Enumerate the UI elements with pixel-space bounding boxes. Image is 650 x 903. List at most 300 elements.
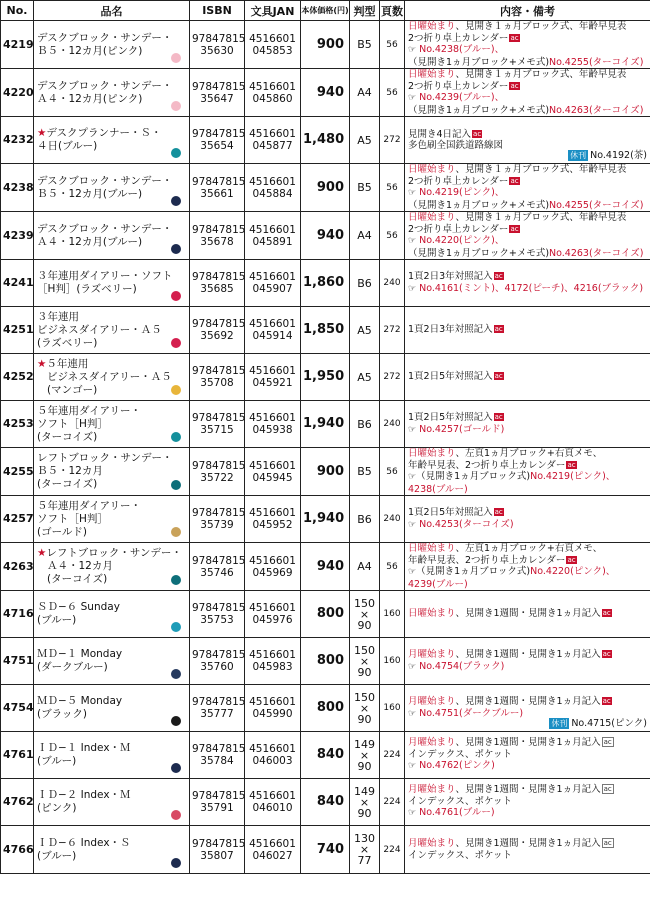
- isbn-cell: [190, 638, 245, 685]
- notes-cell: [405, 401, 650, 448]
- discontinued-badge: 休刊: [570, 150, 587, 160]
- product-no: 4761: [1, 732, 34, 779]
- product-name: [34, 164, 190, 212]
- note-text: （見開き1ヵ月ブロック+メモ式): [408, 199, 550, 211]
- size-part: ×: [359, 795, 370, 809]
- product-name: [34, 638, 190, 685]
- size-cell: [350, 496, 380, 543]
- note-text: 日曜始まり: [408, 21, 456, 32]
- isbn-part: 97847815: [192, 602, 246, 614]
- product-name: [34, 212, 190, 260]
- table-row: [1, 779, 650, 826]
- eco-mark-icon: ac: [510, 81, 519, 90]
- size-part: 90: [357, 618, 372, 632]
- note-text: インデックス、ポケット: [408, 795, 513, 807]
- jan-part: 4516601: [249, 175, 296, 188]
- eco-mark-icon: ac: [603, 839, 612, 847]
- product-name: [34, 543, 190, 591]
- product-name-line: (ピンク): [37, 802, 77, 814]
- size-cell: [350, 401, 380, 448]
- product-no: 4716: [1, 591, 34, 638]
- price-cell: 740: [301, 826, 350, 874]
- note-text: 、見開き１ヵ月ブロック式、年齢早見表: [455, 164, 627, 175]
- jan-part: 4516601: [249, 790, 296, 802]
- isbn-part: 97847815: [192, 128, 246, 140]
- product-name-line: ５年連用: [46, 357, 89, 370]
- jan-part: 4516601: [249, 318, 296, 330]
- size-cell: [350, 164, 380, 212]
- product-no: 4255: [1, 448, 34, 496]
- pages-cell: 272: [380, 307, 405, 354]
- product-name: [34, 117, 190, 164]
- eco-mark-icon: ac: [602, 609, 611, 618]
- jan-cell: [245, 307, 301, 354]
- table-row: [1, 354, 650, 401]
- size-part: 150: [354, 596, 375, 610]
- product-name-line: デスクブロック・サンデー・: [37, 174, 173, 187]
- pages-cell: 240: [380, 260, 405, 307]
- jan-part: 4516601: [249, 696, 296, 708]
- isbn-cell: [190, 69, 245, 117]
- note-text: 、見開き1週間・見開き1ヵ月記入: [455, 784, 601, 796]
- note-text: 、見開き１ヵ月ブロック式、年齢早見表: [455, 212, 627, 223]
- product-name-line: デスクブロック・サンデー・: [37, 79, 173, 92]
- note-text: 日曜始まり: [408, 212, 456, 223]
- pages-cell: 160: [380, 638, 405, 685]
- price-cell: 900: [301, 164, 350, 212]
- pages-cell: 56: [380, 21, 405, 69]
- eco-mark-icon: ac: [603, 738, 612, 747]
- jan-part: 4516601: [249, 837, 296, 850]
- product-no: 4241: [1, 260, 34, 307]
- product-no: 4220: [1, 69, 34, 117]
- note-text: No.4762(ピンク): [416, 760, 495, 772]
- jan-part: 045990: [252, 708, 293, 720]
- jan-part: 046027: [252, 849, 293, 862]
- isbn-part: 35791: [200, 802, 234, 814]
- header-isbn: ISBN: [190, 1, 245, 21]
- product-no: 4239: [1, 212, 34, 260]
- pages-cell: 224: [380, 779, 405, 826]
- size-cell: [350, 307, 380, 354]
- notes-cell: [405, 164, 650, 212]
- pages-cell: 56: [380, 448, 405, 496]
- table-row: [1, 117, 650, 164]
- color-dot-icon: [171, 338, 181, 348]
- product-no: 4751: [1, 638, 34, 685]
- product-no: 4232: [1, 117, 34, 164]
- table-row: [1, 69, 650, 117]
- color-dot-icon: [171, 669, 181, 679]
- product-name: [34, 732, 190, 779]
- color-dot-icon: [171, 527, 181, 537]
- table-header: [1, 1, 650, 21]
- eco-mark-icon: ac: [473, 129, 482, 138]
- color-dot-icon: [171, 810, 181, 820]
- product-name-line: (ターコイズ): [37, 478, 98, 490]
- discontinued-text: No.4715(ピンク): [571, 717, 647, 729]
- isbn-part: 97847815: [192, 459, 246, 472]
- size-part: B5: [357, 38, 372, 51]
- isbn-part: 97847815: [192, 223, 246, 236]
- size-part: A5: [357, 370, 372, 384]
- table-row: [1, 685, 650, 732]
- note-text: 日曜始まり: [408, 69, 456, 80]
- note-text: 2つ折り卓上カレンダー: [408, 175, 509, 187]
- product-no: 4766: [1, 826, 34, 874]
- note-text: No.4219(ピンク)、4238(ブルー): [408, 471, 616, 495]
- color-dot-icon: [171, 148, 181, 158]
- product-name: [34, 591, 190, 638]
- size-part: A4: [357, 86, 372, 99]
- table-row: [1, 448, 650, 496]
- isbn-part: 97847815: [192, 554, 246, 567]
- discontinued-note: [568, 150, 647, 162]
- note-text: 年齢早見表、2つ折り卓上カレンダー: [408, 459, 566, 471]
- note-text: No.4263(ターコイズ): [549, 104, 644, 116]
- note-text: 、見開き１ヵ月ブロック式、年齢早見表: [455, 21, 627, 32]
- product-no: 4762: [1, 779, 34, 826]
- product-name: [34, 779, 190, 826]
- note-text: 、見開き1週間・見開き1ヵ月記入: [455, 608, 601, 620]
- jan-cell: [245, 448, 301, 496]
- note-text: No.4263(ターコイズ): [549, 247, 644, 259]
- isbn-cell: [190, 307, 245, 354]
- product-name-line: (ターコイズ): [47, 573, 108, 585]
- jan-cell: [245, 638, 301, 685]
- note-text: （見開き1ヵ月ブロック+メモ式): [408, 56, 550, 68]
- note-text: 日曜始まり: [408, 164, 456, 175]
- isbn-part: 97847815: [192, 790, 246, 802]
- table-row: [1, 638, 650, 685]
- product-no: 4253: [1, 401, 34, 448]
- jan-part: 045921: [252, 377, 293, 389]
- jan-part: 045983: [252, 661, 293, 673]
- jan-part: 4516601: [249, 554, 296, 567]
- size-part: 90: [357, 806, 372, 820]
- pages-cell: 224: [380, 732, 405, 779]
- jan-cell: [245, 685, 301, 732]
- isbn-part: 35685: [200, 283, 234, 295]
- product-name-line: レフトブロック・サンデー・: [46, 547, 182, 559]
- hand-point-icon: ☞: [408, 661, 417, 672]
- product-name-line: デスクプランナー・Ｓ・: [46, 127, 162, 139]
- note-text: No.4751(ダークブルー): [416, 707, 524, 719]
- price-cell: 1,480: [301, 117, 350, 164]
- jan-part: 045877: [252, 140, 293, 152]
- isbn-part: 97847815: [192, 649, 246, 661]
- jan-cell: [245, 401, 301, 448]
- product-name: [34, 826, 190, 874]
- isbn-part: 97847815: [192, 412, 246, 424]
- hand-point-icon: ☞: [408, 188, 417, 198]
- product-name-line: Ａ４・12カ月(ピンク): [37, 92, 143, 105]
- eco-mark-icon: ac: [494, 272, 503, 280]
- pages-cell: 240: [380, 401, 405, 448]
- header-price-label: 本体価格(円): [301, 6, 349, 15]
- jan-part: 045860: [252, 92, 293, 105]
- notes-cell: [405, 543, 650, 591]
- product-name: [34, 21, 190, 69]
- price-cell: 940: [301, 69, 350, 117]
- notes-cell: [405, 638, 650, 685]
- notes-cell: [405, 354, 650, 401]
- note-text: 月曜始まり: [408, 838, 456, 849]
- isbn-cell: [190, 212, 245, 260]
- product-name-line: デスクブロック・サンデー・: [37, 31, 173, 44]
- color-dot-icon: [171, 101, 181, 111]
- isbn-part: 35692: [200, 330, 234, 342]
- size-cell: [350, 117, 380, 164]
- note-text: 多色刷全国鉄道路線図: [408, 140, 504, 151]
- price-cell: 800: [301, 591, 350, 638]
- product-name-line: (ブラック): [37, 708, 87, 720]
- isbn-part: 97847815: [192, 837, 246, 850]
- notes-cell: [405, 732, 650, 779]
- size-part: 150: [354, 690, 375, 704]
- product-name-line: ３年連用: [37, 310, 79, 323]
- isbn-part: 35746: [200, 566, 234, 579]
- hand-point-icon: ☞: [408, 519, 417, 530]
- size-cell: [350, 260, 380, 307]
- product-no: 4251: [1, 307, 34, 354]
- pages-cell: 56: [380, 69, 405, 117]
- pages-cell: 160: [380, 591, 405, 638]
- price-cell: 800: [301, 685, 350, 732]
- note-text: 、見開き1週間・見開き1ヵ月記入: [455, 838, 601, 849]
- jan-part: 4516601: [249, 602, 296, 614]
- size-part: 90: [357, 759, 372, 773]
- price-cell: 1,950: [301, 354, 350, 401]
- jan-part: 045907: [252, 283, 293, 295]
- table-row: [1, 260, 650, 307]
- note-text: インデックス、ポケット: [408, 748, 513, 760]
- notes-cell: [405, 307, 650, 354]
- jan-cell: [245, 496, 301, 543]
- product-name-line: ［H判］(ラズベリー): [37, 283, 137, 295]
- note-text: （見開き1ヵ月ブロック式): [416, 471, 531, 482]
- jan-cell: [245, 260, 301, 307]
- note-text: 1頁2日5年対照記入: [408, 507, 493, 518]
- notes-cell: [405, 496, 650, 543]
- product-name-line: Ｂ５・12カ月(ピンク): [37, 44, 143, 57]
- isbn-part: 97847815: [192, 32, 246, 45]
- note-text: No.4220(ピンク)、: [416, 235, 505, 246]
- isbn-part: 35715: [200, 424, 234, 436]
- product-name: [34, 685, 190, 732]
- note-text: 日曜始まり: [408, 448, 456, 459]
- hand-point-icon: ☞: [408, 93, 417, 103]
- product-name-line: (ダークブルー): [37, 661, 108, 673]
- size-cell: [350, 354, 380, 401]
- size-cell: [350, 732, 380, 779]
- hand-point-icon: ☞: [408, 236, 417, 246]
- price-cell: 900: [301, 448, 350, 496]
- color-dot-icon: [171, 480, 181, 490]
- eco-mark-icon: ac: [567, 460, 576, 469]
- size-cell: [350, 543, 380, 591]
- isbn-part: 97847815: [192, 271, 246, 283]
- table-row: [1, 496, 650, 543]
- product-name-line: (ブルー): [37, 849, 77, 862]
- isbn-cell: [190, 117, 245, 164]
- product-name-line: (ブルー): [37, 614, 77, 626]
- size-part: 90: [357, 665, 372, 679]
- product-name-line: Ａ４・12カ月: [47, 560, 113, 572]
- pages-cell: 272: [380, 354, 405, 401]
- notes-cell: [405, 260, 650, 307]
- size-part: ×: [359, 654, 370, 668]
- isbn-part: 97847815: [192, 80, 246, 93]
- product-no: 4219: [1, 21, 34, 69]
- new-star-icon: ★: [37, 357, 47, 370]
- hand-point-icon: ☞: [408, 45, 417, 55]
- pages-cell: 240: [380, 496, 405, 543]
- size-cell: [350, 69, 380, 117]
- size-part: A4: [357, 560, 372, 573]
- isbn-part: 35678: [200, 235, 234, 248]
- note-text: 1頁2日3年対照記入: [408, 271, 493, 282]
- size-part: ×: [359, 701, 370, 715]
- hand-point-icon: ☞: [408, 283, 417, 294]
- isbn-cell: [190, 21, 245, 69]
- note-text: 、左頁1ヵ月ブロック+右頁メモ、: [455, 543, 603, 554]
- color-dot-icon: [171, 196, 181, 206]
- jan-cell: [245, 354, 301, 401]
- product-name-line: ５年連用ダイアリー・: [37, 404, 142, 417]
- size-cell: [350, 448, 380, 496]
- hand-point-icon: ☞: [408, 472, 417, 482]
- size-cell: [350, 826, 380, 874]
- note-text: （見開き1ヵ月ブロック+メモ式): [408, 247, 550, 259]
- color-dot-icon: [171, 622, 181, 632]
- notes-cell: [405, 779, 650, 826]
- color-dot-icon: [171, 716, 181, 726]
- size-cell: [350, 21, 380, 69]
- isbn-part: 35777: [200, 708, 234, 720]
- notes-cell: [405, 685, 650, 732]
- product-no: 4252: [1, 354, 34, 401]
- price-cell: 1,940: [301, 401, 350, 448]
- product-name-line: ソフト［H判］: [37, 417, 108, 430]
- product-name-line: (ゴールド): [37, 525, 87, 538]
- price-cell: 900: [301, 21, 350, 69]
- isbn-part: 97847815: [192, 365, 246, 377]
- isbn-part: 35760: [200, 661, 234, 673]
- note-text: No.4219(ピンク)、: [416, 187, 505, 198]
- product-name-line: ＭＤ−５ Monday: [37, 695, 123, 707]
- jan-cell: [245, 826, 301, 874]
- discontinued-badge: 休刊: [551, 718, 568, 728]
- jan-cell: [245, 543, 301, 591]
- pages-cell: 160: [380, 685, 405, 732]
- note-text: No.4239(ブルー)、: [416, 92, 505, 103]
- size-cell: [350, 212, 380, 260]
- product-name: [34, 260, 190, 307]
- isbn-cell: [190, 448, 245, 496]
- eco-mark-icon: ac: [494, 413, 503, 421]
- jan-part: 045976: [252, 614, 293, 626]
- hand-point-icon: ☞: [408, 761, 417, 772]
- eco-mark-icon: ac: [494, 372, 503, 381]
- product-no: 4754: [1, 685, 34, 732]
- size-part: A5: [357, 323, 372, 337]
- note-text: 2つ折り卓上カレンダー: [408, 223, 509, 235]
- product-no: 4263: [1, 543, 34, 591]
- color-dot-icon: [171, 432, 181, 442]
- header-pages: 頁数: [380, 1, 405, 21]
- product-name-line: (ラズベリー): [37, 336, 98, 349]
- product-name-line: ５年連用ダイアリー・: [37, 499, 142, 512]
- discontinued-note: [549, 718, 647, 730]
- header-price: [301, 1, 350, 21]
- product-name: [34, 448, 190, 496]
- jan-part: 4516601: [249, 507, 296, 519]
- note-text: 2つ折り卓上カレンダー: [408, 32, 509, 44]
- header-no: No.: [1, 1, 34, 21]
- size-part: 77: [357, 854, 372, 867]
- isbn-cell: [190, 260, 245, 307]
- new-star-icon: ★: [37, 547, 47, 559]
- note-text: No.4754(ブラック): [416, 660, 505, 672]
- hand-point-icon: ☞: [408, 708, 417, 719]
- eco-mark-icon: ac: [510, 176, 519, 185]
- eco-mark-icon: ac: [602, 650, 611, 658]
- size-cell: [350, 779, 380, 826]
- pages-cell: 56: [380, 164, 405, 212]
- hand-point-icon: ☞: [408, 808, 417, 819]
- notes-cell: [405, 826, 650, 874]
- table-row: [1, 401, 650, 448]
- note-text: 日曜始まり: [408, 543, 456, 554]
- size-part: ×: [359, 843, 370, 856]
- note-text: 月曜始まり: [408, 649, 456, 660]
- note-text: 月曜始まり: [408, 696, 456, 707]
- isbn-part: 35807: [200, 849, 234, 862]
- jan-part: 046010: [252, 802, 293, 814]
- header-notes: 内容・備考: [405, 1, 650, 21]
- jan-cell: [245, 779, 301, 826]
- product-name-line: ビジネスダイアリー・Ａ５: [37, 323, 162, 336]
- note-text: インデックス、ポケット: [408, 849, 513, 861]
- isbn-cell: [190, 496, 245, 543]
- eco-mark-icon: ac: [510, 224, 519, 233]
- isbn-part: 35722: [200, 471, 234, 484]
- isbn-part: 97847815: [192, 175, 246, 188]
- price-cell: 840: [301, 779, 350, 826]
- color-dot-icon: [171, 291, 181, 301]
- table-row: [1, 543, 650, 591]
- hand-point-icon: ☞: [408, 567, 417, 577]
- size-part: B6: [357, 276, 372, 290]
- jan-part: 045945: [252, 471, 293, 484]
- product-name: [34, 496, 190, 543]
- note-text: No.4255(ターコイズ): [549, 56, 644, 68]
- isbn-cell: [190, 164, 245, 212]
- note-text: 1頁2日5年対照記入: [408, 371, 493, 383]
- table-body: [1, 21, 650, 874]
- product-name: [34, 354, 190, 401]
- new-star-icon: ★: [37, 127, 47, 139]
- isbn-cell: [190, 354, 245, 401]
- jan-cell: [245, 732, 301, 779]
- size-cell: [350, 638, 380, 685]
- price-cell: 1,850: [301, 307, 350, 354]
- note-text: No.4255(ターコイズ): [549, 199, 644, 211]
- note-text: 、見開き１ヵ月ブロック式、年齢早見表: [455, 69, 627, 80]
- jan-part: 4516601: [249, 223, 296, 236]
- table-row: [1, 826, 650, 874]
